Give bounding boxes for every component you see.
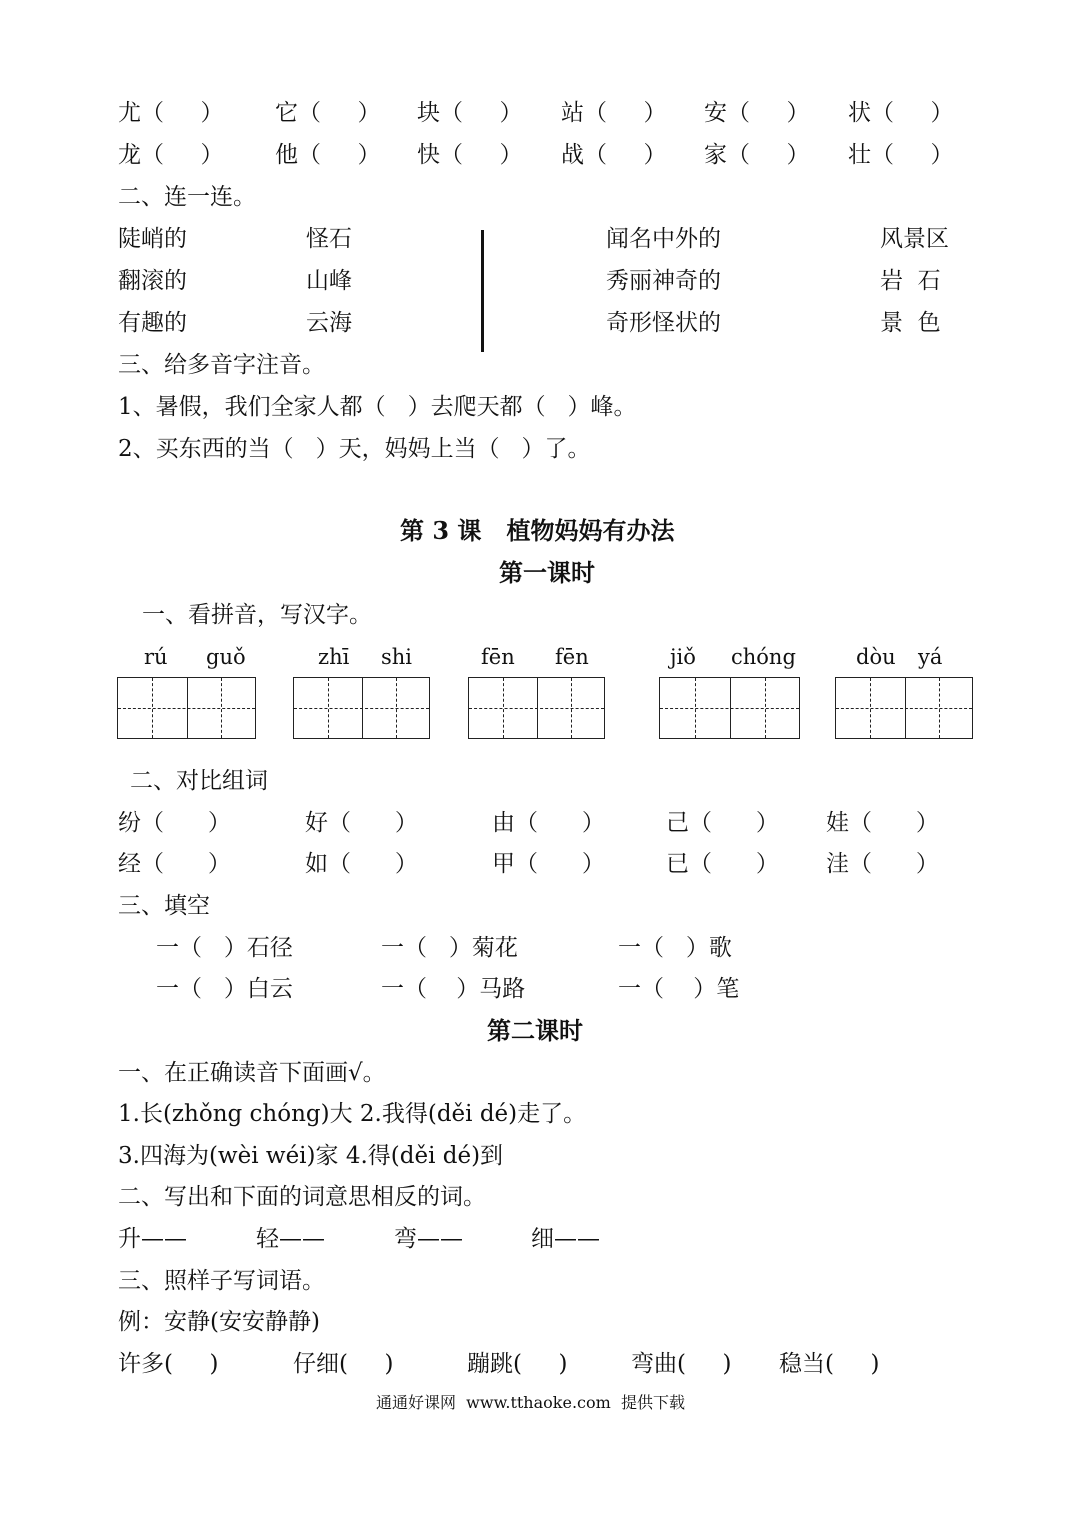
example-line: 例：安静(安安静静) (118, 1309, 320, 1335)
match-left-word: 有趣的 (118, 310, 187, 336)
compare-item: 经（ ） (118, 851, 231, 877)
fill-item: 一（ ）歌 (618, 935, 732, 961)
pinyin-label: yá (918, 645, 943, 669)
compare-item: 纷（ ） (118, 810, 231, 836)
fill-item: 一（ ）马路 (381, 976, 526, 1002)
pronunciation-line: 1.长(zhǒng chóng)大 2.我得(děi dé)走了。 (118, 1101, 587, 1127)
char-item: 战（ ） (561, 142, 667, 168)
section-heading: 一、看拼音，写汉字。 (142, 602, 372, 628)
sentence: 2、买东西的当（ ）天，妈妈上当（ ）了。 (118, 436, 591, 462)
section-heading: 一、在正确读音下面画√。 (118, 1060, 386, 1086)
writing-grid[interactable] (468, 677, 605, 739)
column-divider (481, 230, 484, 352)
char-item: 块（ ） (417, 100, 523, 126)
char-item: 壮（ ） (848, 142, 954, 168)
section-heading: 二、写出和下面的词意思相反的词。 (118, 1184, 486, 1210)
char-item: 安（ ） (704, 100, 810, 126)
antonym-item: 细—— (531, 1226, 600, 1252)
sentence: 1、暑假，我们全家人都（ ）去爬天都（ ）峰。 (118, 394, 637, 420)
char-item: 尤（ ） (118, 100, 224, 126)
pinyin-label: chóng (731, 645, 796, 669)
match-right-word: 奇形怪状的 (606, 310, 721, 336)
match-right-word: 岩 石 (880, 268, 941, 294)
writing-grid[interactable] (293, 677, 430, 739)
match-right-word: 风景区 (880, 226, 949, 252)
writing-grid[interactable] (659, 677, 800, 739)
section-heading: 三、填空 (118, 893, 210, 919)
word-item: 仔细( ) (293, 1351, 394, 1377)
writing-grid[interactable] (117, 677, 256, 739)
antonym-item: 升—— (118, 1226, 187, 1252)
compare-item: 己（ ） (666, 810, 779, 836)
section-heading: 三、给多音字注音。 (118, 352, 325, 378)
compare-item: 已（ ） (666, 851, 779, 877)
char-item: 龙（ ） (118, 142, 224, 168)
lesson-title: 第 3 课 植物妈妈有办法 (400, 516, 675, 545)
match-right-word: 闻名中外的 (606, 226, 721, 252)
word-item: 弯曲( ) (631, 1351, 732, 1377)
pinyin-label: dòu (856, 645, 896, 669)
match-left-word: 翻滚的 (118, 268, 187, 294)
match-left-word: 陡峭的 (118, 226, 187, 252)
compare-item: 洼（ ） (826, 851, 939, 877)
compare-item: 如（ ） (305, 851, 418, 877)
fill-item: 一（ ）白云 (156, 976, 293, 1002)
fill-item: 一（ ）菊花 (381, 935, 518, 961)
compare-item: 好（ ） (305, 810, 418, 836)
match-left-word: 山峰 (306, 268, 352, 294)
char-item: 家（ ） (704, 142, 810, 168)
match-left-word: 云海 (306, 310, 352, 336)
pinyin-label: shi (381, 645, 413, 669)
match-right-word: 景 色 (880, 310, 941, 336)
section-heading: 三、照样子写词语。 (118, 1268, 325, 1294)
compare-item: 由（ ） (492, 810, 605, 836)
word-item: 稳当( ) (779, 1351, 880, 1377)
section-heading: 二、连一连。 (118, 184, 256, 210)
period-title: 第一课时 (499, 558, 595, 587)
antonym-item: 弯—— (394, 1226, 463, 1252)
pinyin-label: fēn (481, 645, 515, 669)
match-right-word: 秀丽神奇的 (606, 268, 721, 294)
pinyin-label: jiǒ (670, 645, 696, 669)
compare-item: 娃（ ） (826, 810, 939, 836)
char-item: 快（ ） (417, 142, 523, 168)
char-item: 状（ ） (848, 100, 954, 126)
footer-text: 通通好课网 www.tthaoke.com 提供下载 (376, 1393, 685, 1412)
pinyin-label: guǒ (206, 645, 246, 669)
period-title: 第二课时 (487, 1016, 583, 1045)
match-left-word: 怪石 (306, 226, 352, 252)
char-item: 他（ ） (275, 142, 381, 168)
char-item: 站（ ） (561, 100, 667, 126)
antonym-item: 轻—— (256, 1226, 325, 1252)
fill-item: 一（ ）笔 (618, 976, 740, 1002)
compare-item: 甲（ ） (492, 851, 605, 877)
pinyin-label: zhī (318, 645, 350, 669)
pronunciation-line: 3.四海为(wèi wéi)家 4.得(děi dé)到 (118, 1143, 504, 1169)
char-item: 它（ ） (275, 100, 381, 126)
pinyin-label: rú (144, 645, 168, 669)
pinyin-label: fēn (555, 645, 589, 669)
section-heading: 二、对比组词 (130, 768, 268, 794)
writing-grid[interactable] (835, 677, 973, 739)
word-item: 许多( ) (118, 1351, 219, 1377)
word-item: 蹦跳( ) (467, 1351, 568, 1377)
fill-item: 一（ ）石径 (156, 935, 293, 961)
